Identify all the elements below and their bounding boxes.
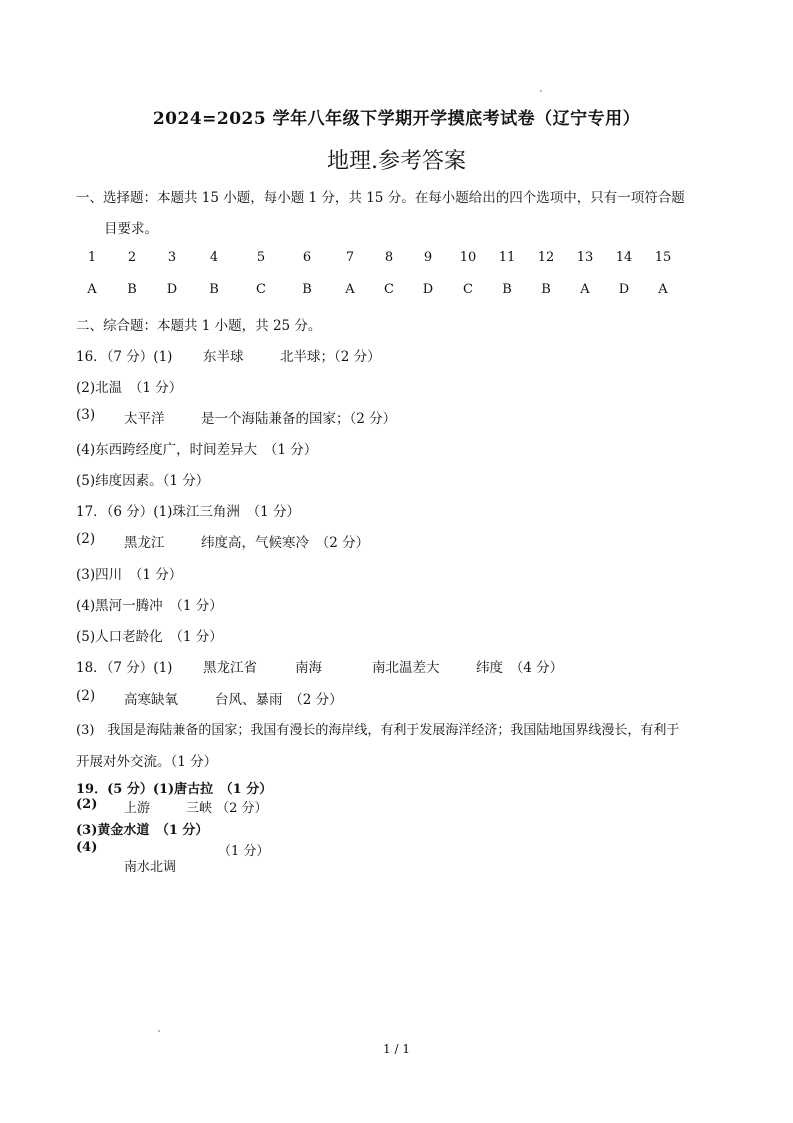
answer-letter: A	[87, 282, 97, 297]
q17-part1: 17．（6 分）(1)珠江三角洲 （1 分）	[76, 504, 301, 520]
q16-part4: (4)东西跨经度广，时间差异大 （1 分）	[76, 442, 318, 458]
q17-part2-answer2: 纬度高，气候寒冷 （2 分）	[201, 535, 370, 551]
q19-part1: 19．(5 分）(1)唐古拉 （1 分）	[76, 782, 273, 797]
q16-part2: (2)北温 （1 分）	[76, 380, 183, 396]
q18-part2-answer2: 台风、暴雨 （2 分）	[215, 692, 343, 708]
answer-letter: B	[302, 282, 312, 297]
q16-part1-label: 16．（7 分）(1)	[76, 349, 173, 365]
answer-letter: A	[658, 282, 668, 297]
q18-part1-answer1: 黑龙江省	[203, 660, 257, 676]
answer-letter: B	[127, 282, 137, 297]
q18-part3-continued: 开展对外交流。（1 分）	[76, 754, 218, 770]
q16-part1-answer2: 北半球；（2 分）	[280, 349, 381, 365]
answer-letter: B	[209, 282, 219, 297]
q17-part3: (3)四川 （1 分）	[76, 567, 183, 583]
q17-part4: (4)黑河一腾冲 （1 分）	[76, 598, 223, 614]
answer-letter: C	[463, 282, 473, 297]
q16-part3-label: (3)	[76, 407, 96, 423]
question-number: 11	[498, 250, 516, 265]
q18-part1-label: 18．（7 分）(1)	[76, 660, 173, 676]
question-number: 7	[345, 250, 355, 265]
answer-letter: A	[345, 282, 355, 297]
question-number: 14	[615, 250, 633, 265]
question-number: 10	[459, 250, 477, 265]
q17-part5: (5)人口老龄化 （1 分）	[76, 629, 223, 645]
q18-part1-answer2: 南海	[295, 660, 322, 676]
q18-part1-answer3: 南北温差大	[372, 660, 440, 676]
question-number: 1	[87, 250, 97, 265]
q19-part4-label: (4)	[76, 840, 98, 855]
question-number: 15	[654, 250, 672, 265]
section1-heading-line2: 目要求。	[104, 221, 158, 237]
q19-part3: (3)黄金水道 （1 分）	[76, 823, 209, 838]
q19-part4-answer: 南水北调	[124, 860, 177, 875]
q17-part2-label: (2)	[76, 531, 96, 547]
q16-part5: (5)纬度因素。（1 分）	[76, 473, 210, 489]
q16-part1-answer1: 东半球	[203, 349, 244, 365]
exam-title: 2024=2025 学年八年级下学期开学摸底考试卷（辽宁专用）	[152, 109, 641, 129]
answer-letter: D	[166, 282, 178, 297]
question-number: 6	[302, 250, 312, 265]
answer-letter: A	[580, 282, 590, 297]
page-number: 1 / 1	[383, 1042, 410, 1056]
question-number: 9	[423, 250, 433, 265]
question-number: 4	[209, 250, 219, 265]
q18-part3: (3) 我国是海陆兼备的国家；我国有漫长的海岸线，有利于发展海洋经济；我国陆地国界线漫长，有利于	[76, 723, 680, 738]
question-number: 13	[576, 250, 594, 265]
answer-letter: D	[618, 282, 630, 297]
answer-letter: B	[502, 282, 512, 297]
question-number: 2	[127, 250, 137, 265]
q19-part4-score: （1 分）	[218, 844, 270, 859]
answer-key-subtitle: 地理.参考答案	[327, 149, 466, 174]
q19-part2-answer1: 上游	[124, 801, 151, 816]
q16-part3-answer1: 太平洋	[124, 411, 165, 427]
question-number: 3	[167, 250, 177, 265]
question-number: 12	[537, 250, 555, 265]
scan-speck	[540, 90, 542, 92]
q17-part2-answer1: 黑龙江	[124, 535, 165, 551]
answer-letter: C	[256, 282, 266, 297]
scan-speck	[158, 1030, 160, 1032]
section2-heading: 二、综合题：本题共 1 小题，共 25 分。	[76, 318, 322, 334]
q19-part2-label: (2)	[76, 797, 98, 812]
q16-part3-answer2: 是一个海陆兼备的国家；（2 分）	[201, 411, 397, 427]
q19-part2-answer2: 三峡 （2 分）	[186, 801, 268, 816]
answer-letter: C	[384, 282, 394, 297]
question-number: 5	[256, 250, 266, 265]
q18-part1-answer4: 纬度 （4 分）	[476, 660, 564, 676]
q18-part2-label: (2)	[76, 688, 96, 704]
question-number: 8	[384, 250, 394, 265]
answer-letter: B	[541, 282, 551, 297]
answer-letter: D	[422, 282, 434, 297]
section1-heading-line1: 一、选择题：本题共 15 小题，每小题 1 分，共 15 分。在每小题给出的四个选项中，只有一项符合题	[76, 190, 685, 206]
q18-part2-answer1: 高寒缺氧	[124, 692, 178, 708]
